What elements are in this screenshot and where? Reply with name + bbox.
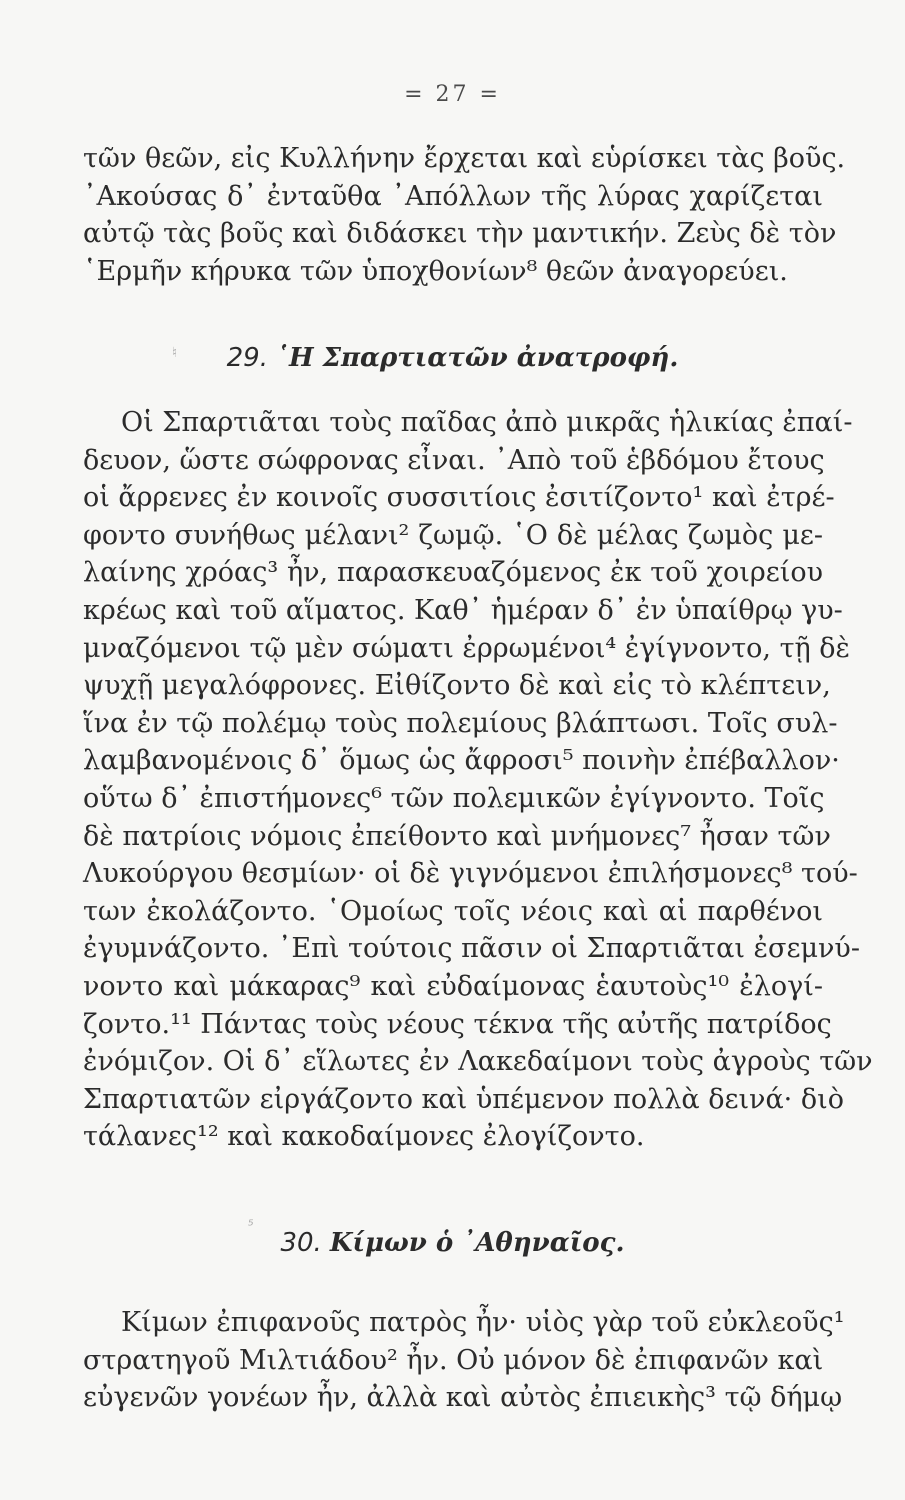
text-line: στρατηγοῦ Μιλτιάδου² ἦν. Οὐ μόνον δὲ ἐπιφανῶν καὶ	[83, 1344, 824, 1376]
text-line: οἱ ἄρρενες ἐν κοινοῖς συσσιτίοις ἐσιτίζοντο¹ καὶ ἐτρέ-	[83, 482, 835, 514]
text-line: τάλανες¹² καὶ κακοδαίμονες ἐλογίζοντο.	[83, 1121, 645, 1153]
text-line: Λυκούργου θεσμίων· οἱ δὲ γιγνόμενοι ἐπιλήσμονες⁸ τού-	[83, 858, 858, 890]
text-line: νοντο καὶ μάκαρας⁹ καὶ εὐδαίμονας ἑαυτοὺς¹⁰ ἐλογί-	[83, 970, 823, 1002]
section-title: ῾Η Σπαρτιατῶν ἀνατροφή.	[275, 343, 679, 373]
text-line: των ἐκολάζοντο. ῾Ομοίως τοῖς νέοις καὶ αἱ παρθένοι	[83, 895, 823, 927]
text-line: τῶν θεῶν, εἰς Κυλλήνην ἔρχεται καὶ εὑρίσκει τὰς βοῦς.	[83, 143, 846, 174]
text-line: δευον, ὥστε σώφρονας εἶναι. ᾿Απὸ τοῦ ἑβδόμου ἔτους	[83, 444, 825, 476]
text-line: λαμβανομένοις δ᾿ ὅμως ὡς ἄφροσι⁵ ποινὴν ἐπέβαλλον·	[83, 745, 840, 777]
text-line: ῾Ερμῆν κήρυκα τῶν ὑποχθονίων⁸ θεῶν ἀναγορεύει.	[83, 255, 788, 287]
text-line: ἵνα ἐν τῷ πολέμῳ τοὺς πολεμίους βλάπτωσι. Τοῖς συλ-	[83, 707, 838, 739]
pencil-mark: ⁵	[248, 1218, 254, 1234]
text-line: κρέως καὶ τοῦ αἵματος. Καθ᾿ ἡμέραν δ᾿ ἐν ὑπαίθρῳ γυ-	[83, 594, 843, 626]
text-line: ψυχῇ μεγαλόφρονες. Εἰθίζοντο δὲ καὶ εἰς τὸ κλέπτειν,	[83, 670, 831, 702]
paragraph-continuation	[83, 140, 846, 290]
text-line: ἐνόμιζον. Οἱ δ᾿ εἵλωτες ἐν Λακεδαίμονι τοὺς ἀγροὺς τῶν	[83, 1046, 873, 1078]
section-30-body	[83, 1304, 845, 1417]
text-line: Κίμων ἐπιφανοῦς πατρὸς ἦν· υἱὸς γὰρ τοῦ εὐκλεοῦς¹	[121, 1307, 845, 1338]
text-line: μναζόμενοι τῷ μὲν σώματι ἐρρωμένοι⁴ ἐγίγνοντο, τῇ δὲ	[83, 632, 851, 664]
section-heading-29	[0, 343, 905, 373]
page-number: = 27 =	[404, 82, 501, 107]
text-line: οὕτω δ᾿ ἐπιστήμονες⁶ τῶν πολεμικῶν ἐγίγνοντο. Τοῖς	[83, 782, 825, 814]
section-heading-30	[0, 1228, 905, 1258]
text-line: φοντο συνήθως μέλανι² ζωμῷ. ῾Ο δὲ μέλας ζωμὸς με-	[83, 519, 823, 551]
section-number: 29.	[226, 343, 268, 373]
text-line: ζοντο.¹¹ Πάντας τοὺς νέους τέκνα τῆς αὐτῆς πατρίδος	[83, 1008, 832, 1040]
text-line: λαίνης χρόας³ ἦν, παρασκευαζόμενος ἐκ τοῦ χοιρείου	[83, 557, 823, 589]
text-line: δὲ πατρίοις νόμοις ἐπείθοντο καὶ μνήμονες⁷ ἦσαν τῶν	[83, 820, 831, 852]
text-line: ἐγυμνάζοντο. ᾿Επὶ τούτοις πᾶσιν οἱ Σπαρτιᾶται ἐσεμνύ-	[83, 933, 860, 965]
section-title: Κίμων ὁ ᾿Αθηναῖος.	[329, 1228, 625, 1258]
text-line: εὐγενῶν γονέων ἦν, ἀλλὰ καὶ αὐτὸς ἐπιεικὴς³ τῷ δήμῳ	[83, 1382, 843, 1414]
text-line: Σπαρτιατῶν εἰργάζοντο καὶ ὑπέμενον πολλὰ δεινά· διὸ	[83, 1083, 844, 1115]
text-line: ᾿Ακούσας δ᾿ ἐνταῦθα ᾿Απόλλων τῆς λύρας χαρίζεται	[83, 180, 823, 212]
text-line: Οἱ Σπαρτιᾶται τοὺς παῖδας ἀπὸ μικρᾶς ἡλικίας ἐπαί-	[121, 407, 853, 438]
section-29-body	[83, 404, 873, 1156]
section-number: 30.	[280, 1228, 322, 1258]
text-line: αὐτῷ τὰς βοῦς καὶ διδάσκει τὴν μαντικήν. Ζεὺς δὲ τὸν	[83, 218, 837, 250]
pencil-mark: ♮	[172, 345, 178, 361]
